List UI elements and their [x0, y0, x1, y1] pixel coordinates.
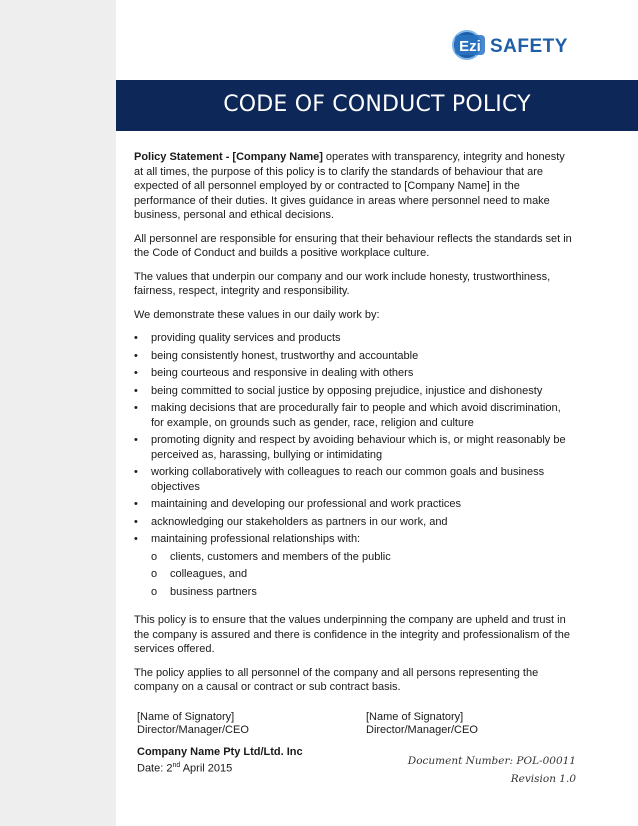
paragraph: All personnel are responsible for ensuring that their behaviour reflects the standards set in the Code of Conduct and builds a positive workplace culture.: [134, 232, 572, 259]
page-title: CODE OF CONDUCT POLICY: [223, 92, 531, 117]
list-item: • promoting dignity and respect by avoiding behaviour which is, or might reasonably be perceived as, harassing, bullying or intimidating: [134, 433, 574, 462]
signatory-name: [Name of Signatory]: [366, 711, 464, 723]
ezi-safety-logo: [452, 25, 572, 67]
list-item: • being committed to social justice by opposing prejudice, injustice and dishonesty: [134, 384, 574, 399]
list-item: • being courteous and responsive in dealing with others: [134, 366, 574, 381]
closing-paragraph: The policy applies to all personnel of the company and all persons representing the company on a causal or contract or sub contract basis.: [134, 666, 539, 693]
list-item: • being consistently honest, trustworthy and accountable: [134, 349, 574, 364]
list-item-text: maintaining professional relationships with:: [151, 533, 361, 545]
policy-body: [134, 150, 574, 704]
list-item: • acknowledging our stakeholders as partners in our work, and: [134, 515, 574, 530]
list-item: • providing quality services and products: [134, 331, 574, 346]
list-item: • making decisions that are procedurally fair to people and which avoid discrimination, for example, on grounds such as gender, race, religion and culture: [134, 401, 574, 430]
values-list: [134, 331, 574, 599]
list-item: • maintaining and developing our professional and work practices: [134, 497, 574, 512]
policy-statement-label: Policy Statement - [Company Name]: [134, 151, 323, 163]
policy-statement-text: operates with transparency, integrity and honesty at all times, the purpose of this policy is to clarify the standards of behaviour that are expected of all personnel employed by or contracted to [Company Name] in the performance of their duties. It gives guidance in areas where personnel need to make business, personal and ethical decisions.: [134, 151, 565, 221]
svg-text:Ezi: Ezi: [459, 38, 481, 55]
signatory-role: Director/Manager/CEO: [366, 724, 478, 736]
list-item: • working collaboratively with colleagues to reach our common goals and business objectives: [134, 465, 574, 494]
signatory-role: Director/Manager/CEO: [137, 724, 249, 736]
left-margin-bar: [0, 0, 116, 826]
paragraph: The values that underpin our company and our work include honesty, trustworthiness, fairness, respect, integrity and responsibility.: [134, 270, 551, 297]
paragraph: We demonstrate these values in our daily work by:: [134, 308, 380, 321]
sublist-item: o business partners: [151, 585, 574, 600]
title-banner: [116, 80, 638, 131]
list-item: [134, 532, 574, 599]
closing-paragraph: This policy is to ensure that the values underpinning the company are upheld and trust in the company is assured and there is confidence in the integrity and professionalism of the services offered.: [134, 614, 570, 655]
policy-statement: [134, 150, 574, 223]
svg-text:SAFETY: SAFETY: [490, 36, 568, 57]
company-block: [137, 745, 303, 776]
signatory-name: [Name of Signatory]: [137, 711, 235, 723]
document-info: [408, 752, 576, 788]
signatory-block-right: [366, 711, 478, 737]
company-name: Company Name Pty Ltd/Ltd. Inc: [137, 746, 303, 758]
sublist-item: o clients, customers and members of the public: [151, 550, 574, 565]
signatory-block-left: [137, 711, 249, 737]
document-date: Date: 2nd April 2015: [137, 762, 233, 775]
document-number: Document Number: POL-00011: [407, 755, 576, 767]
relationships-sublist: [151, 550, 574, 600]
sublist-item: o colleagues, and: [151, 567, 574, 582]
document-revision: Revision 1.0: [510, 773, 576, 785]
